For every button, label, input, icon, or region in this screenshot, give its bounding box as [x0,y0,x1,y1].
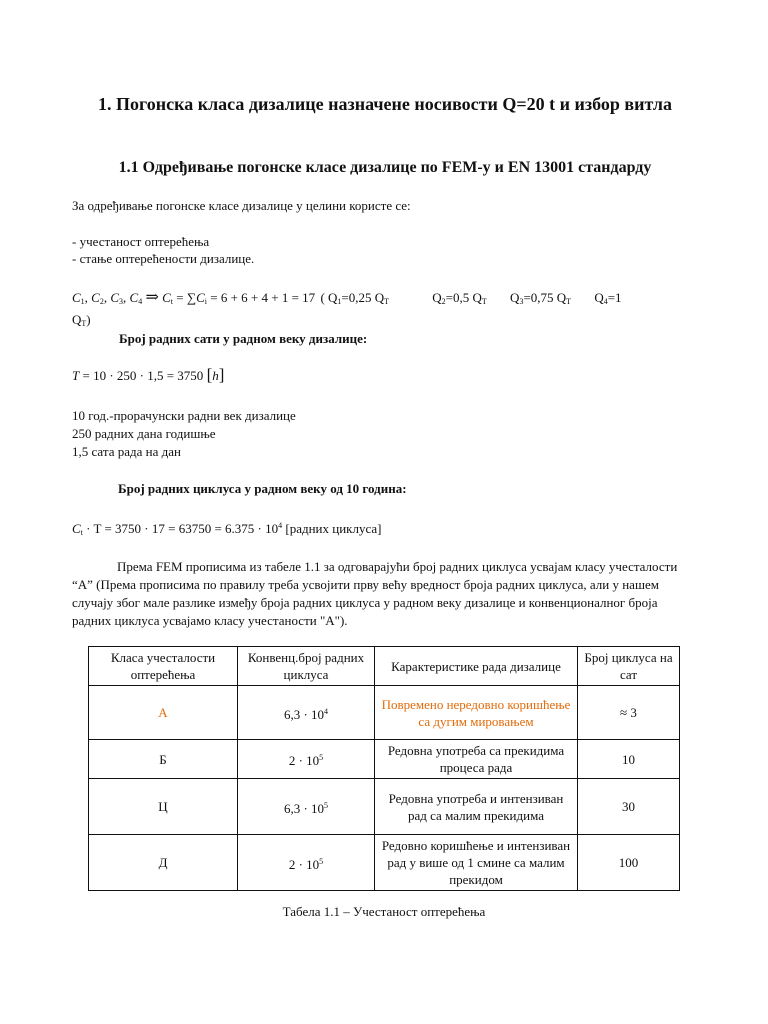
formula-sub: 3 [119,297,124,306]
q-value: =1 [607,290,622,305]
formula-var: C [91,290,100,305]
heading-2: 1.1 Одређивање погонске класе дизалице по FEM-у и EN 13001 стандарду [118,159,652,176]
formula-exp: 4 [278,521,283,530]
formula-var: C [196,290,205,305]
formula-cycles [72,517,381,542]
class-cell: Б [89,740,238,779]
fact-hours: 1,5 сата рада на дан [72,444,181,459]
bullet-load-frequency: - учестаност оптерећења [72,234,210,249]
q-sub: T [481,297,487,306]
q-prefix: Q [72,312,82,327]
formula-var: C [72,521,81,536]
formula-working-hours: T = 10 · 250 · 1,5 = 3750 [h] [72,365,225,384]
formula-var: T [72,368,80,383]
q-sub: 3 [519,297,524,306]
cycles-base: 2 · 10 [288,856,320,872]
formula-note: [радних циклуса] [282,521,382,536]
class-cell: Ц [89,779,238,835]
rate-cell: ≈ 3 [578,686,680,740]
cycles-exp: 4 [324,706,329,716]
q-value: =0,75 Q [523,290,567,305]
cycles-cell [238,835,375,891]
unit-label: h [212,368,219,383]
implies-arrow: ⇒ [145,289,159,306]
formula-sub: t [170,297,173,306]
table-header-cell: Карактеристике рада дизалице [375,647,578,686]
q-value: =0,5 Q [445,290,482,305]
table-row [89,686,680,740]
q-prefix: ( Q [320,290,338,305]
description-cell: Редовно коришћење и интензиван рад у више од 1 смине са малим прекидом [375,835,578,891]
q-sub: 1 [337,297,342,306]
fact-days: 250 радних дана годишње [72,426,216,441]
table-row [89,835,680,891]
formula-class-sum-tail [72,311,91,333]
q-sub: 4 [603,297,608,306]
q-prefix: Q [432,290,442,305]
table-header-cell: Број циклуса на сат [578,647,680,686]
formula-var: C [129,290,139,305]
table-header-cell: Конвенц.број радних циклуса [238,647,375,686]
q-sub: T [566,297,572,306]
sum-sign: = ∑ [176,290,197,305]
description-cell: Редовна употреба и интензиван рад са малим прекидима [375,779,578,835]
description-cell: Повремено нередовно коришћење са дугим мировањем [375,686,578,740]
cycles-cell [238,686,375,740]
formula-sub: t [80,528,83,537]
table-header-row [89,647,680,686]
cycles-base: 6,3 · 10 [283,706,325,722]
formula-var: C [110,290,120,305]
q-sub: T [81,319,87,328]
load-frequency-table [88,646,680,891]
bullet-load-state: - стање оптерећености дизалице. [72,251,255,266]
body-paragraph: Према FEM прописима из табеле 1.1 за одговарајући број радних циклуса усвајам класу учесталости “А” (Према прописима по правилу треба усвојити прву већу вредност броја радних циклуса, али у нашем случају због мале разлике између броја радних циклуса у радном веку дизалице и конвенционалног броја радних циклуса усвајамо класу учестаности "А"). [72,559,678,628]
table-caption: Табела 1.1 – Учестаност оптерећења [282,904,486,919]
cycles-base: 6,3 · 10 [283,800,325,816]
formula-calc: = 10 · 250 · 1,5 = 3750 [79,368,204,383]
formula-sub: 1 [80,297,85,306]
cycles-exp: 5 [319,856,324,866]
formula-close: ) [86,312,91,327]
formula-var: C [162,290,171,305]
formula-class-sum: $C_1$, $C_2$, $C_3$, $C_4$ ⇒ $C_t = \sum C_i = 6 + 6 + 4 + 1 = 17$ ( $Q_1=0,25$ $Q_T$ $Q_2=0,5$ $Q_T$ $Q_3=0,75$ $Q_T$ $Q_4=1$ [72,289,622,306]
table-row [89,779,680,835]
q-sub: 2 [441,297,446,306]
cycles-title: Број радних циклуса у радном веку од 10 година: [118,481,407,496]
formula-sub: i [204,297,208,306]
cycles-exp: 5 [319,753,324,762]
heading-1: 1. Погонска класа дизалице назначене носивости Q=20 t и избор витла [98,94,672,114]
cycles-cell [238,779,375,835]
cycles-base: 2 · 10 [288,753,320,768]
description-cell: Редовна употреба са прекидима процеса рада [375,740,578,779]
q-sub: T [384,297,390,306]
working-hours-title: Број радних сати у радном веку дизалице: [119,331,368,346]
table-header-cell: Класа учесталости оптерећења [89,647,238,686]
formula-sub: 4 [138,297,143,306]
formula-calc: = 6 + 6 + 4 + 1 = 17 [207,290,316,305]
formula-var: C [72,290,81,305]
formula-sub: 2 [99,297,104,306]
q-value: =0,25 Q [341,290,385,305]
class-cell: Д [89,835,238,891]
intro-text: За одређивање погонске класе дизалице у целини користе се: [72,198,411,213]
rate-cell: 30 [578,779,680,835]
cycles-exp: 5 [324,800,329,810]
cycles-cell [238,740,375,779]
q-prefix: Q [510,290,520,305]
fact-lifetime: 10 год.-прорачунски радни век дизалице [72,408,296,423]
table-row [89,740,680,779]
rate-cell: 100 [578,835,680,891]
q-prefix: Q [594,290,604,305]
rate-cell: 10 [578,740,680,779]
class-cell: А [89,686,238,740]
formula-calc: · T = 3750 · 17 = 63750 = 6.375 · 10 [82,521,279,536]
